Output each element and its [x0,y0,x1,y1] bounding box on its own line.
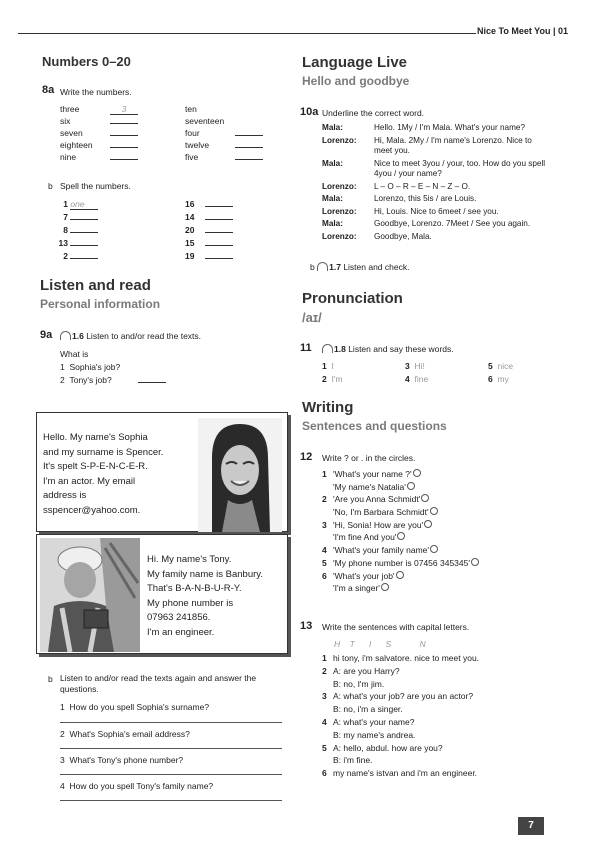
header-title: Nice To Meet You [477,26,551,36]
answer-blank[interactable] [235,135,263,136]
running-header: Nice To Meet You | 01 [477,26,569,36]
tony-text [147,553,263,640]
dialogue-line[interactable]: Goodbye, Lorenzo. 7Meet / See you again. [374,219,531,228]
audio-icon[interactable] [60,331,71,340]
text-line: and my surname is Spencer. [43,446,164,458]
answer-blank[interactable] [70,245,98,246]
answer-blank[interactable] [235,159,263,160]
item-number: 3 [322,691,327,702]
item-text: What's Sophia's email address? [69,729,190,739]
ex12-items [322,469,480,596]
ex10b-instruction: Listen and check. [343,262,410,272]
item-number: 1 [60,702,65,712]
ex9b-label: b [48,674,53,684]
dialogue-line[interactable]: Nice to meet 3you / your, too. How do you spell 4you / your name? [374,158,546,178]
dialogue-row [322,136,550,159]
word: five [185,152,199,162]
answer-blank[interactable] [205,245,233,246]
punctuation-circle[interactable] [381,583,389,591]
text-line: My phone number is [147,597,234,609]
ex9a-item [60,362,120,372]
item-text: my name's istvan and i'm an engineer. [333,768,478,779]
item-text: 'Are you Anna Schmidt' [333,494,421,505]
item-text: 'No, I'm Barbara Schmidt' [333,507,429,518]
ex8b-col2 [185,199,233,264]
text-line: It's spelt S-P-E-N-C-E-R. [43,461,148,472]
ex9b-instruction: Listen to and/or read the texts again and answer the questions. [60,673,257,694]
answer-blank[interactable] [70,258,98,259]
cap-letter: S [385,639,392,649]
number: 2 [63,251,68,261]
item-number: 2 [322,494,327,505]
number: 19 [185,251,195,261]
ex11-number: 11 [300,342,312,354]
number: 16 [185,199,195,209]
answer-blank[interactable] [205,219,233,220]
punctuation-circle[interactable] [471,558,479,566]
item-b: B: no, i'm a singer. [333,704,403,715]
word: seven [60,128,83,138]
number: 20 [185,225,195,235]
header-rule [18,33,476,34]
text-line: address is [43,490,87,501]
answer-blank[interactable] [70,219,98,220]
tony-photo [40,538,140,652]
answer-blank[interactable] [205,232,233,233]
item-number: 2 [60,729,65,739]
item-text: 'What's your name ?' [333,469,412,479]
word-number: 1 [322,361,327,371]
answer-blank[interactable] [110,123,138,124]
word-item [405,361,425,371]
dialogue-row [322,182,550,195]
dialogue-row [322,159,550,182]
item-b: B: my name's andrea. [333,729,416,740]
number: 8 [63,225,68,235]
language-heading: Language Live [302,54,408,71]
word-item [405,374,428,384]
answer-blank[interactable] [205,206,233,207]
writing-heading: Writing [302,399,354,416]
word: Hi! [414,361,425,371]
ex8a-col2 [185,104,263,164]
item-number: 1 [60,362,65,372]
dialogue-row [322,207,550,220]
ex9b-item [60,781,213,791]
answer-line[interactable] [60,800,282,801]
item-number: 2 [60,375,65,385]
number: 7 [63,212,68,222]
word: three [60,104,80,114]
item-number: 4 [60,781,65,791]
number: 14 [185,212,195,222]
answer-line[interactable] [60,748,282,749]
dialogue-row [322,123,550,136]
punctuation-circle[interactable] [397,532,405,540]
text-line: My family name is Banbury. [147,568,263,580]
item-number: 4 [322,716,327,727]
dialogue-row [322,194,550,207]
speaker: Mala: [322,123,343,132]
word: six [60,116,71,126]
item-a: A: what's your name? [333,716,415,727]
word: eighteen [60,140,93,150]
ex9b-item [60,729,190,739]
text-line: I'm an actor. My email [43,475,136,487]
number: 15 [185,238,195,248]
item-a: A: are you Harry? [333,665,400,676]
cap-letter: I [368,639,372,649]
audio-icon[interactable] [322,344,333,353]
ex11-line [322,344,454,354]
answer-blank[interactable]: 3 [110,104,138,115]
ex8b-label: b [48,181,53,191]
word: four [185,128,200,138]
text-line: Hi. My name's Tony. [147,554,232,565]
ex10a-number: 10a [300,106,319,118]
punctuation-circle[interactable] [413,469,421,477]
punctuation-circle[interactable] [407,482,415,490]
item-text: What's Tony's phone number? [69,755,184,765]
ex13-number: 13 [300,620,313,632]
ex9a-line [60,331,201,341]
capital-letters [334,639,426,649]
number: 13 [58,238,68,248]
item-text: 'I'm a singer' [333,583,380,594]
pronunciation-phoneme: /aɪ/ [302,310,322,325]
ex13-instruction: Write the sentences with capital letters. [322,622,470,632]
number: 1 [63,199,68,209]
language-subheading: Hello and goodbye [302,74,410,88]
item-number: 1 [322,469,327,479]
item-number: 2 [322,665,327,676]
answer-line[interactable] [60,722,282,723]
ex9a-number: 9a [40,329,53,341]
item-text: hi tony, i'm salvatore. nice to meet you. [333,653,480,663]
item-b: B: no, I'm jim. [333,678,385,689]
speaker: Lorenzo: [322,206,357,216]
punctuation-circle[interactable] [396,571,404,579]
speaker: Mala: [322,158,343,168]
word: seventeen [185,116,225,126]
answer-blank[interactable]: one [70,199,98,210]
punctuation-circle[interactable] [430,545,438,553]
answer-blank[interactable] [205,258,233,259]
item-text: 'What's your job' [333,570,395,581]
item-text: Sophia's job? [69,362,121,372]
ex9a-item [60,375,166,385]
ex8a-col1 [60,104,138,164]
item-text: 'Hi, Sonia! How are you' [333,519,424,530]
item-number: 5 [322,742,327,753]
dialogue-line[interactable]: Lorenzo, this 5is / are Louis. [374,194,477,203]
cap-letter: T [349,639,355,649]
dialogue-row [322,219,550,232]
listen-subheading: Personal information [40,297,161,311]
audio-track: 1.8 [334,344,346,354]
speaker: Mala: [322,219,343,228]
word-item [322,361,334,371]
text-line: That's B-A-N-B-U-R-Y. [147,583,242,594]
word-number: 3 [405,361,410,371]
word-number: 6 [488,374,493,384]
word-number: 2 [322,374,327,384]
word: twelve [185,140,210,150]
dialogue-line: L – O – R – E – N – Z – O. [374,181,471,191]
ex11-instruction: Listen and say these words. [348,344,454,354]
dialogue-row [322,232,550,245]
punctuation-circle[interactable] [430,507,438,515]
item-text: 'My phone number is 07456 345345' [333,557,470,568]
ex12-instruction: Write ? or . in the circles. [322,453,416,463]
item-number: 6 [322,570,327,581]
audio-track: 1.7 [329,262,341,272]
listen-heading: Listen and read [40,277,151,294]
item-number: 5 [322,557,327,568]
ex9a-instruction: Listen to and/or read the texts. [86,331,202,341]
text-line: sspencer@yahoo.com. [43,504,141,516]
page-number: 7 [518,817,544,835]
item-number: 6 [322,768,327,779]
item-text: Tony's job? [69,375,112,385]
ex8a-instruction: Write the numbers. [60,87,132,97]
sophia-photo [198,418,282,532]
speaker: Lorenzo: [322,181,357,191]
ex10b-line [310,262,409,272]
speaker: Lorenzo: [322,231,357,241]
speaker: Mala: [322,194,343,203]
ex9b-item [60,755,183,765]
answer-blank[interactable] [138,382,166,383]
sophia-text [43,431,163,518]
answer-blank[interactable] [110,147,138,148]
answer-blank[interactable] [110,159,138,160]
word-number: 4 [405,374,410,384]
ex9b-item [60,702,209,712]
punctuation-circle[interactable] [424,520,432,528]
item-number: 4 [322,545,327,556]
header-unit: 01 [558,26,569,36]
item-number: 1 [322,653,327,663]
item-number: 3 [60,755,65,765]
answer-line[interactable] [60,774,282,775]
ex10a-instruction: Underline the correct word. [322,108,425,118]
item-a: A: what's your job? are you an actor? [333,691,474,702]
numbers-heading: Numbers 0–20 [42,54,131,69]
speaker: Lorenzo: [322,135,357,145]
pronunciation-heading: Pronunciation [302,290,403,307]
word: fine [414,374,429,384]
ex8b-instruction: Spell the numbers. [60,181,131,191]
dialogue-line: Goodbye, Mala. [374,231,432,241]
item-a: A: hello, abdul. how are you? [333,742,443,753]
word: ten [185,104,197,114]
word-number: 5 [488,361,493,371]
item-text: How do you spell Sophia's surname? [69,702,210,712]
ex10a-dialogue [322,123,550,244]
audio-track: 1.6 [72,331,84,341]
cap-letter: H [334,639,341,649]
word: nine [60,152,77,162]
cap-letter: N [419,639,426,649]
text-line: Hello. My name's Sophia [43,432,148,443]
ex10b-label: b [310,262,315,272]
dialogue-line[interactable]: Hi, Louis. Nice to 6meet / see you. [374,206,499,216]
punctuation-circle[interactable] [421,494,429,502]
answer-blank[interactable] [235,147,263,148]
word-item [322,374,343,384]
dialogue-line[interactable]: Hi, Mala. 2My / I'm name's Lorenzo. Nice to meet you. [374,135,532,155]
text-line: 07963 241856. [147,612,211,623]
item-text: 'My name's Natalia' [333,481,406,492]
writing-subheading: Sentences and questions [302,419,447,433]
answer-blank[interactable] [70,232,98,233]
item-text: 'What's your family name' [333,545,430,556]
word-item [488,361,513,371]
ex12-number: 12 [300,451,313,463]
word: I [331,361,334,371]
ex13-items [322,653,479,781]
item-text: 'I'm fine And you' [333,532,397,543]
word-item [488,374,509,384]
text-line: I'm an engineer. [147,626,215,638]
answer-blank[interactable] [110,135,138,136]
audio-icon[interactable] [317,262,328,271]
word: nice [497,361,514,371]
word: my [497,374,509,384]
ex8b-col1 [52,199,98,264]
dialogue-line[interactable]: Hello. 1My / I'm Mala. What's your name? [374,123,526,132]
ex8a-number: 8a [42,84,55,96]
ex9a-lead: What is [60,349,89,359]
item-b: B: i'm fine. [333,755,373,766]
item-number: 3 [322,519,327,530]
item-text: How do you spell Tony's family name? [69,781,214,791]
word: I'm [331,374,343,384]
